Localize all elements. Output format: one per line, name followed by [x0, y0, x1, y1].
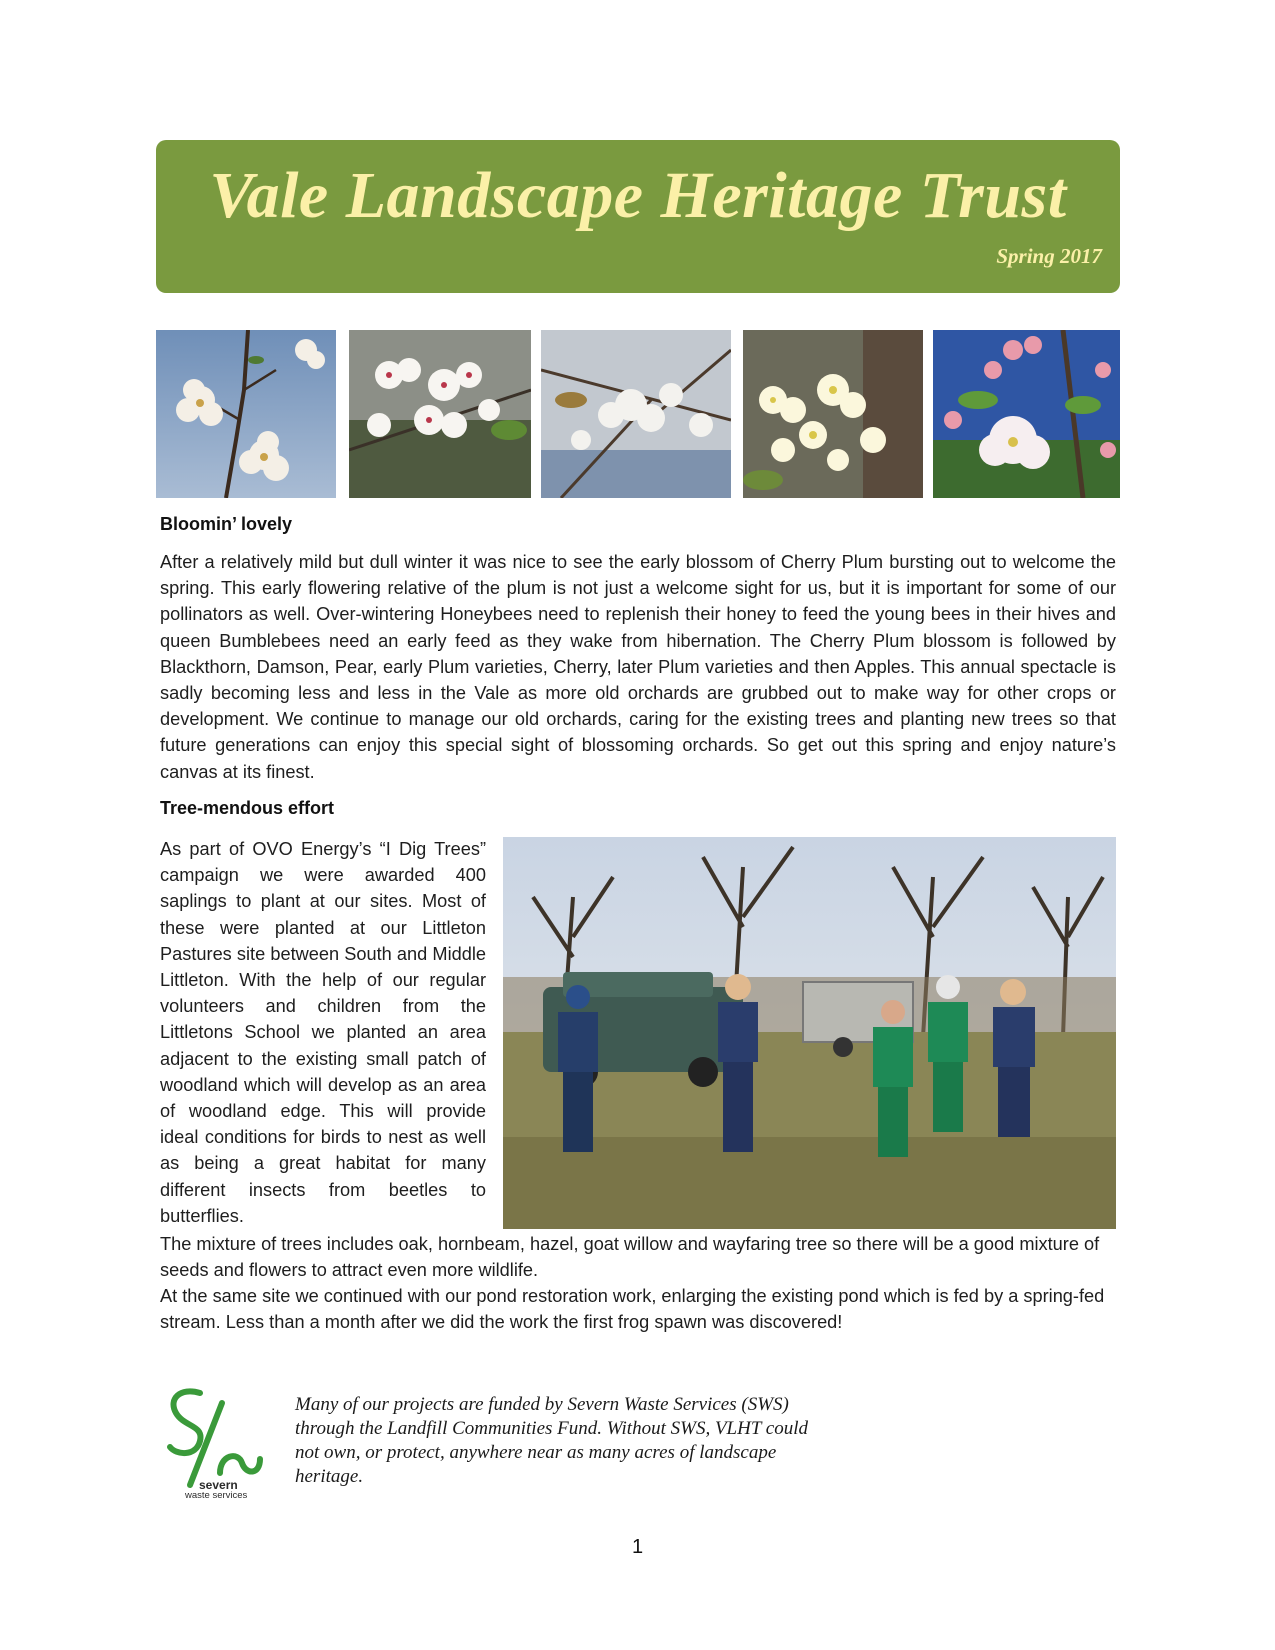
tree-mixture-text: The mixture of trees includes oak, hornbeam, hazel, goat willow and wayfaring tree so there will be a good mixture of seeds and flowers to attract even more wildlife. [160, 1234, 1100, 1281]
pear-blossom-photo [743, 330, 923, 498]
severn-logo-subtitle: waste services [185, 1490, 248, 1501]
issue-label: Spring 2017 [996, 244, 1102, 268]
severn-logo-wordmark: severn [199, 1478, 238, 1492]
cherry-blossom-photo [541, 330, 731, 498]
cherry-plum-blossom-photo [156, 330, 336, 498]
blossom-photo-strip [156, 330, 1120, 498]
funding-statement: Many of our projects are funded by Severn Waste Services (SWS) through the Landfill Communities Fund. Without SWS, VLHT could not own, or protect, anywhere near as many acres of landscape heritage. [295, 1394, 809, 1487]
title-banner [156, 140, 1120, 293]
section-heading-tree-mendous: Tree-mendous effort [160, 798, 335, 818]
children-planting-trees-photo [503, 837, 1116, 1229]
apple-blossom-photo [933, 330, 1120, 498]
blackthorn-blossom-photo [349, 330, 531, 498]
page-number: 1 [631, 1536, 644, 1558]
section-body-tree-planting: As part of OVO Energy’s “I Dig Trees” campaign we were awarded 400 saplings to plant at our sites. Most of these were planted at our Littleton Pastures site between South and Middle Littleton. With the help of our regular volunteers and children from the Littletons School we planted an area adjacent to the existing small patch of woodland which will develop as an area of woodland edge. This will provide ideal conditions for birds to nest as well as being a great habitat for many different insects from beetles to butterflies. [160, 839, 486, 1226]
newsletter-title: Vale Landscape Heritage Trust [209, 159, 1067, 232]
section-heading-bloomin-lovely: Bloomin’ lovely [160, 514, 293, 534]
pond-restoration-text: At the same site we continued with our pond restoration work, enlarging the existing pond which is fed by a spring-fed stream. Less than a month after we did the work the first frog spawn was discovered! [160, 1286, 1105, 1333]
section-body-bloomin-lovely: After a relatively mild but dull winter it was nice to see the early blossom of Cherry Plum bursting out to welcome the spring. This early flowering relative of the plum is not just a welcome sight for us, but it is important for some of our pollinators as well. Over-wintering Honeybees need to replenish their honey to feed the young bees in their hives and queen Bumblebees need an early feed as they wake from hibernation. The Cherry Plum blossom is followed by Blackthorn, Damson, Pear, early Plum varieties, Cherry, later Plum varieties and then Apples. This annual spectacle is sadly becoming less and less in the Vale as more old orchards are grubbed out to make way for other crops or development. We continue to manage our old orchards, caring for the existing trees and planting new trees so that future generations can enjoy this special sight of blossoming orchards. So get out this spring and enjoy nature’s canvas at its finest. [160, 552, 1116, 782]
